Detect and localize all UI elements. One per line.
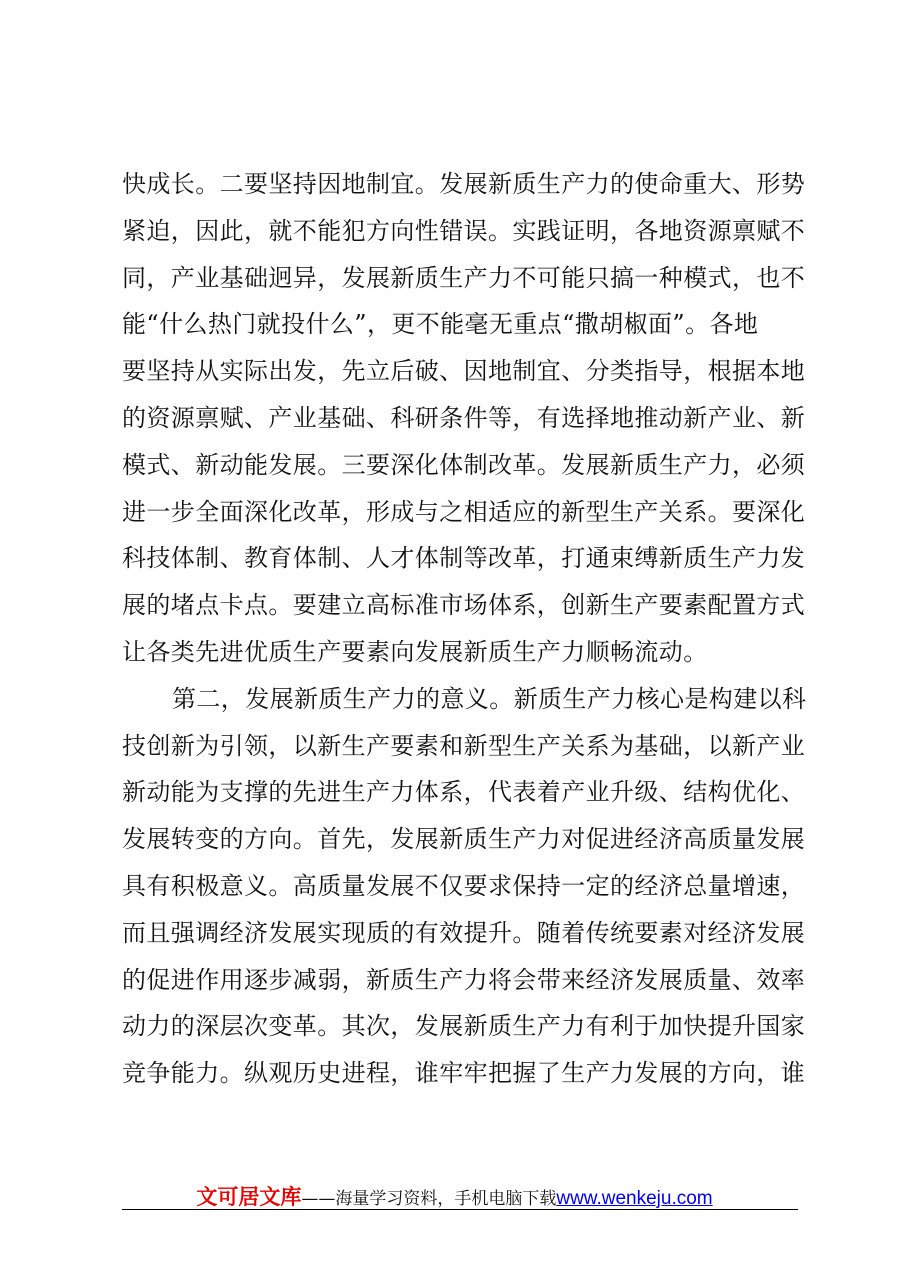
document-body: [122, 161, 812, 1097]
text-line: 紧迫，因此，就不能犯方向性错误。实践证明，各地资源禀赋不: [122, 216, 806, 245]
text-line: 竞争能力。纵观历史进程，谁牢牢把握了生产力发展的方向，谁: [122, 1059, 806, 1088]
footer-divider: [122, 1209, 798, 1210]
text-line: 新动能为支撑的先进生产力体系，代表着产业升级、结构优化、: [122, 778, 806, 807]
text-line: 发展转变的方向。首先，发展新质生产力对促进经济高质量发展: [122, 825, 806, 854]
text-line: 科技体制、教育体制、人才体制等改革，打通束缚新质生产力发: [122, 544, 806, 573]
text-line: 第二，发展新质生产力的意义。新质生产力核心是构建以科: [172, 684, 807, 713]
footer-brand: 文可居文库: [196, 1185, 302, 1209]
paragraph-2: [122, 676, 812, 1097]
text-line: 技创新为引领，以新生产要素和新型生产关系为基础，以新产业: [122, 731, 806, 760]
text-line: 而且强调经济发展实现质的有效提升。随着传统要素对经济发展: [122, 918, 806, 947]
text-line: 的资源禀赋、产业基础、科研条件等，有选择地推动新产业、新: [122, 403, 806, 432]
text-line: 动力的深层次变革。其次，发展新质生产力有利于加快提升国家: [122, 1012, 806, 1041]
text-line: 具有积极意义。高质量发展不仅要求保持一定的经济总量增速，: [122, 871, 806, 900]
text-line: 的促进作用逐步减弱，新质生产力将会带来经济发展质量、效率: [122, 965, 806, 994]
footer-tagline: ——海量学习资料，手机电脑下载: [301, 1189, 557, 1209]
text-line: 进一步全面深化改革，形成与之相适应的新型生产关系。要深化: [122, 497, 806, 526]
text-line: 快成长。二要坚持因地制宜。发展新质生产力的使命重大、形势: [122, 170, 806, 198]
text-line: 要坚持从实际出发，先立后破、因地制宜、分类指导，根据本地: [122, 357, 806, 386]
text-line: 模式、新动能发展。三要深化体制改革。发展新质生产力，必须: [122, 450, 806, 479]
page-footer: [0, 1181, 909, 1211]
text-line: 让各类先进优质生产要素向发展新质生产力顺畅流动。: [122, 637, 708, 666]
text-line: 能“什么热门就投什么”，更不能毫无重点“撒胡椒面”。各地: [122, 310, 759, 339]
text-line: 同，产业基础迥异，发展新质生产力不可能只搞一种模式，也不: [122, 263, 806, 292]
paragraph-1: [122, 161, 812, 676]
text-line: 展的堵点卡点。要建立高标准市场体系，创新生产要素配置方式: [122, 591, 806, 620]
footer-link[interactable]: www.wenkeju.com: [556, 1188, 713, 1209]
